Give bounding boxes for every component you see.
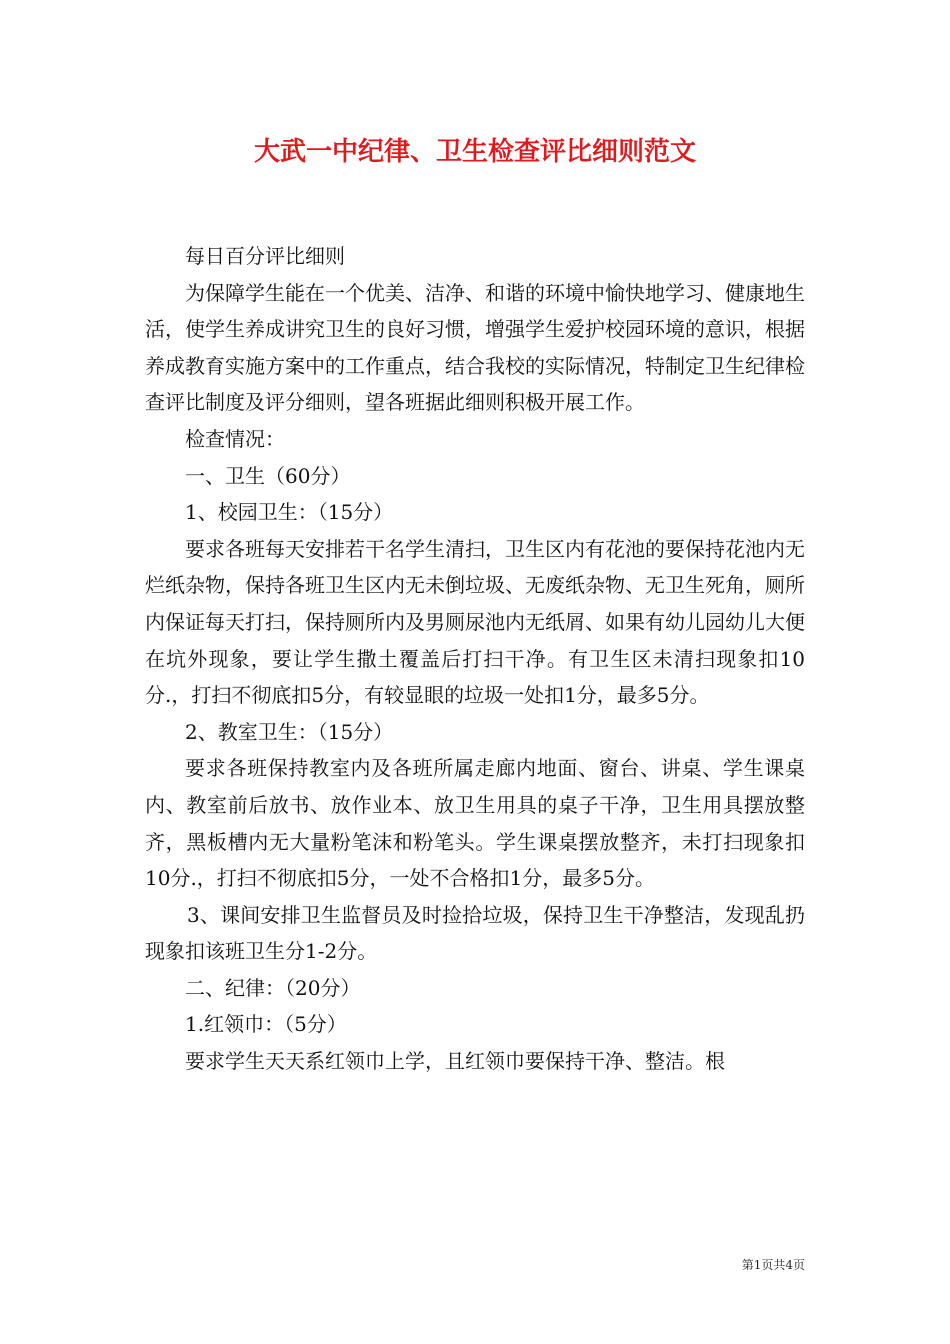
- document-title: 大武一中纪律、卫生检查评比细则范文: [253, 137, 696, 167]
- paragraph-subtitle: 每日百分评比细则: [185, 244, 345, 268]
- subsection-heading-red-scarf: 1.红领巾：（5分）: [185, 1012, 347, 1037]
- paragraph-hygiene-monitor: 3、课间安排卫生监督员及时捡拾垃圾，保持卫生干净整洁，发现乱扔现象扣该班卫生分1-2分。: [145, 902, 805, 964]
- paragraph-inspection-heading: 检查情况：: [185, 426, 285, 451]
- subsection-heading-campus-hygiene: 1、校园卫生：（15分）: [185, 500, 394, 525]
- paragraph-intro: 为保障学生能在一个优美、洁净、和谐的环境中愉快地学习、健康地生活，使学生养成讲究卫生的良好习惯，增强学生爱护校园环境的意识，根据养成教育实施方案中的工作重点，结合我校的实际情况，特制定卫生纪律检查评比制度及评分细则，望各班据此细则积极开展工作。: [145, 280, 805, 415]
- page-number: 第1页共4页: [741, 1258, 805, 1272]
- document-body: [145, 238, 805, 1080]
- section-heading-discipline: 二、纪律：（20分）: [185, 975, 361, 1000]
- subsection-heading-classroom-hygiene: 2、教室卫生：（15分）: [185, 719, 394, 744]
- paragraph-campus-hygiene: 要求各班每天安排若干名学生清扫，卫生区内有花池的要保持花池内无烂纸杂物，保持各班卫生区内无未倒垃圾、无废纸杂物、无卫生死角，厕所内保证每天打扫，保持厕所内及男厕尿池内无纸屑、如果有幼儿园幼儿大便在坑外现象，要让学生撒土覆盖后打扫干净。有卫生区未清扫现象扣10分.，打扫不彻底扣5分，有较显眼的垃圾一处扣1分，最多5分。: [145, 536, 805, 708]
- paragraph-red-scarf: 要求学生天天系红领巾上学，且红领巾要保持干净、整洁。根: [185, 1049, 725, 1074]
- paragraph-classroom-hygiene: 要求各班保持教室内及各班所属走廊内地面、窗台、讲桌、学生课桌内、教室前后放书、放作业本、放卫生用具的桌子干净，卫生用具摆放整齐，黑板槽内无大量粉笔沫和粉笔头。学生课桌摆放整齐，未打扫现象扣10分.，打扫不彻底扣5分，一处不合格扣1分，最多5分。: [145, 756, 805, 891]
- section-heading-hygiene: 一、卫生（60分）: [185, 463, 351, 488]
